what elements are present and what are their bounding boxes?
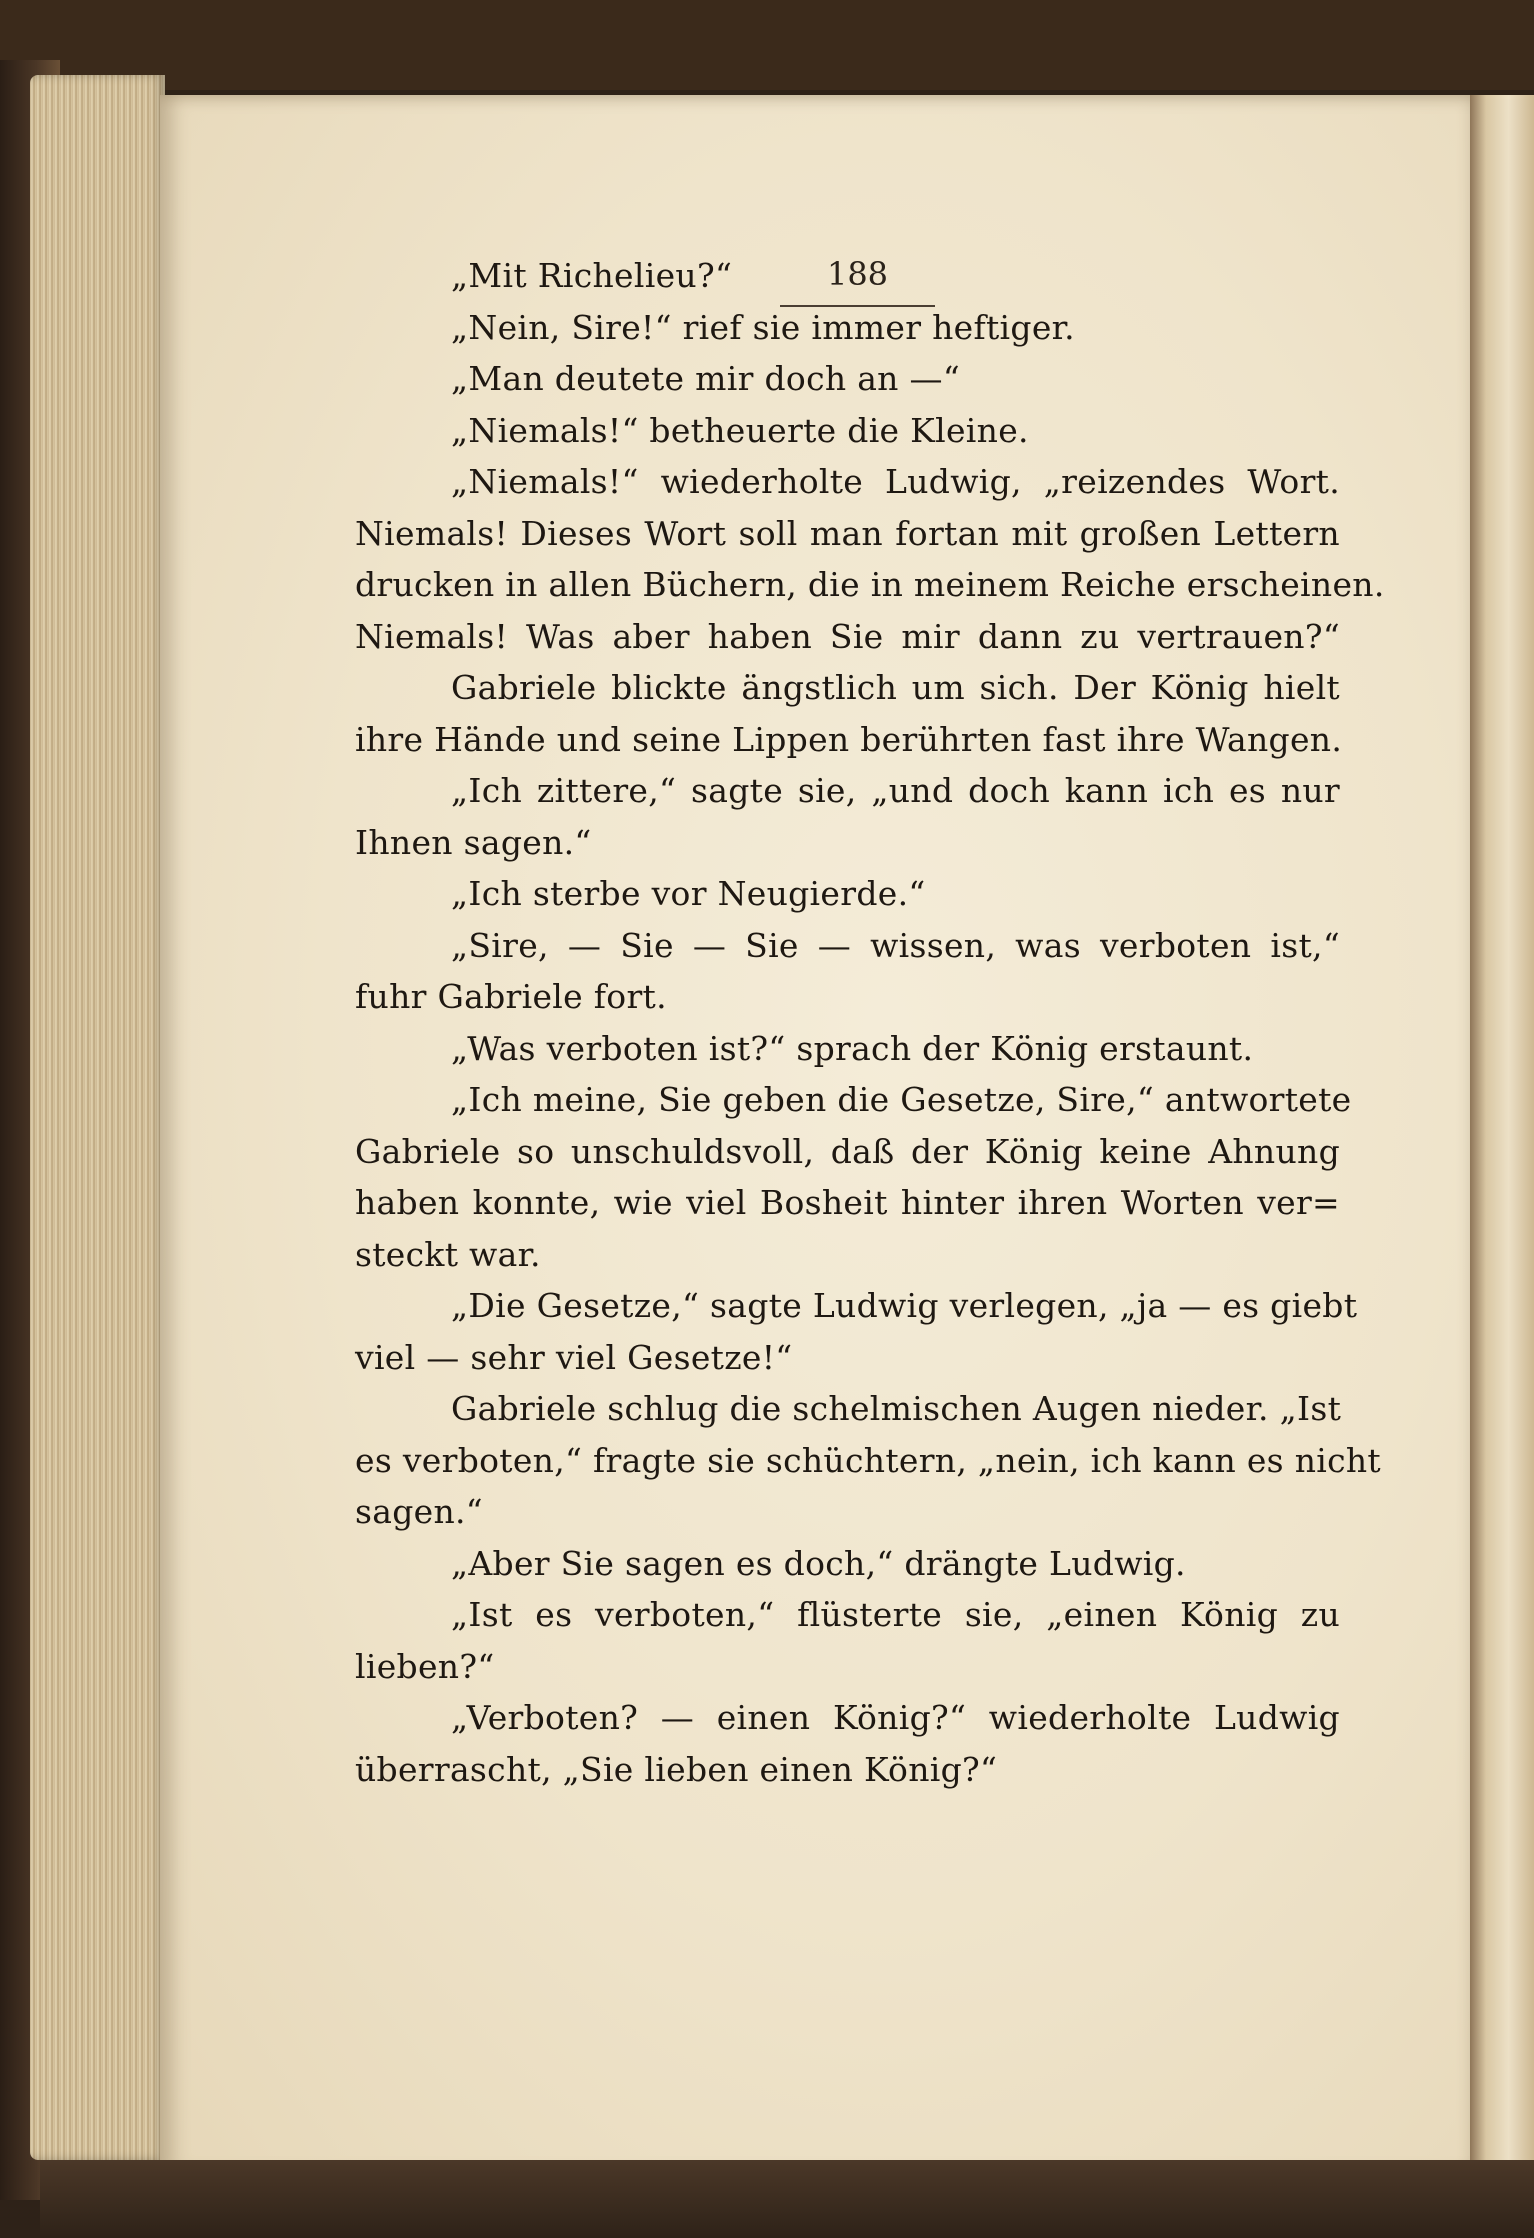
text-line: „Ich zittere,“ sagte sie, „und doch kann ich es nur: [451, 771, 1340, 810]
text-line: Gabriele schlug die schelmischen Augen nieder. „Ist: [451, 1389, 1342, 1428]
text-line: „Was verboten ist?“ sprach der König erstaunt.: [451, 1028, 1254, 1068]
text-line: „Aber Sie sagen es doch,“ drängte Ludwig.: [451, 1543, 1186, 1583]
body-text: [355, 250, 1385, 1795]
text-line: Gabriele blickte ängstlich um sich. Der König hielt: [451, 668, 1340, 707]
text-line: fuhr Gabriele fort.: [355, 977, 667, 1016]
text-line: sagen.“: [355, 1492, 483, 1531]
page-number: 188: [826, 255, 889, 293]
text-line: „Niemals!“ betheuerte die Kleine.: [451, 410, 1029, 450]
text-line: „Man deutete mir doch an —“: [451, 359, 960, 398]
text-line: „Nein, Sire!“ rief sie immer heftiger.: [451, 307, 1075, 347]
text-line: „Niemals!“ wiederholte Ludwig, „reizendes Wort.: [451, 462, 1340, 501]
text-line: ihre Hände und seine Lippen berührten fast ihre Wangen.: [355, 719, 1343, 759]
text-line: haben konnte, wie viel Bosheit hinter ihren Worten ver=: [355, 1183, 1340, 1222]
scan-background: [0, 0, 1534, 90]
text-line: Ihnen sagen.“: [355, 822, 592, 862]
binding-gutter: [1470, 95, 1534, 2175]
text-line: drucken in allen Büchern, die in meinem Reiche erscheinen.: [355, 565, 1385, 604]
text-line: viel — sehr viel Gesetze!“: [355, 1337, 793, 1377]
text-line: „Ist es verboten,“ flüsterte sie, „einen König zu: [451, 1595, 1340, 1634]
scan-bottom-edge: [40, 2160, 1534, 2238]
text-line: steckt war.: [355, 1234, 541, 1274]
text-line: Niemals! Dieses Wort soll man fortan mit großen Lettern: [355, 513, 1340, 553]
text-line: „Die Gesetze,“ sagte Ludwig verlegen, „ja — es giebt: [451, 1286, 1358, 1325]
page-stack-edge: [30, 75, 165, 2160]
text-line: es verboten,“ fragte sie schüchtern, „nein, ich kann es nicht: [355, 1440, 1381, 1480]
text-line: „Ich sterbe vor Neugierde.“: [451, 874, 926, 913]
text-line: Gabriele so unschuldsvoll, daß der König keine Ahnung: [355, 1131, 1340, 1171]
text-line: „Verboten? — einen König?“ wiederholte Ludwig: [451, 1698, 1340, 1737]
text-line: „Sire, — Sie — Sie — wissen, was verboten ist,“: [451, 925, 1340, 965]
text-line: lieben?“: [355, 1646, 495, 1686]
text-line: Niemals! Was aber haben Sie mir dann zu vertrauen?“: [355, 616, 1340, 656]
text-line: überrascht, „Sie lieben einen König?“: [355, 1749, 998, 1789]
text-line: „Ich meine, Sie geben die Gesetze, Sire,“ antwortete: [451, 1080, 1352, 1119]
text-line: „Mit Richelieu?“: [451, 256, 733, 295]
